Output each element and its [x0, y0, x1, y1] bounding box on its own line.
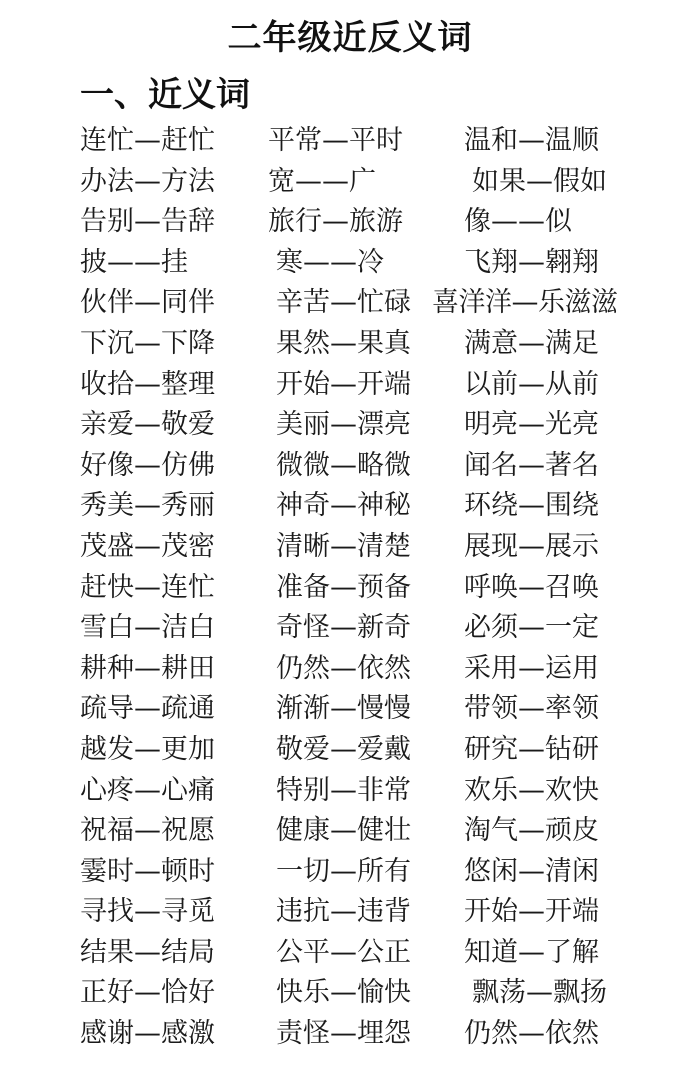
word-pair: 闻名—著名 [464, 449, 599, 481]
word-pair: 仍然—依然 [464, 1018, 599, 1050]
page-title: 二年级近反义词 [227, 18, 473, 58]
word-pair: 欢乐—欢快 [464, 774, 599, 806]
word-pair: 寻找—寻觅 [80, 896, 215, 928]
word-pair: 带领—率领 [464, 693, 599, 725]
word-pair: 如果—假如 [472, 165, 607, 197]
word-pair: 知道—了解 [464, 936, 599, 968]
word-pair: 披——挂 [80, 246, 188, 278]
word-pair: 疏导—疏通 [80, 693, 215, 725]
word-row [0, 405, 700, 446]
word-row [0, 973, 700, 1014]
word-row [0, 649, 700, 690]
word-pair: 美丽—漂亮 [276, 409, 411, 441]
word-pair: 清晰—清楚 [276, 530, 411, 562]
word-pair: 亲爱—敬爱 [80, 409, 215, 441]
word-row [0, 892, 700, 933]
word-pair: 像——似 [464, 206, 572, 238]
word-pair: 耕种—耕田 [80, 652, 215, 684]
word-row [0, 527, 700, 568]
word-pair: 环绕—围绕 [464, 490, 599, 522]
word-row [0, 608, 700, 649]
word-row [0, 811, 700, 852]
word-row [0, 283, 700, 324]
word-pair: 伙伴—同伴 [80, 287, 215, 319]
word-pair: 旅行—旅游 [268, 206, 403, 238]
word-pair: 祝福—祝愿 [80, 815, 215, 847]
word-pair: 下沉—下降 [80, 327, 215, 359]
word-pair: 展现—展示 [464, 530, 599, 562]
word-row [0, 1014, 700, 1055]
word-pair: 喜洋洋—乐滋滋 [432, 287, 618, 319]
word-pair: 告别—告辞 [80, 206, 215, 238]
word-pair: 快乐—愉快 [276, 977, 411, 1009]
word-pair: 温和—温顺 [464, 125, 599, 156]
word-row [0, 121, 700, 162]
word-pair: 越发—更加 [80, 733, 215, 765]
word-pair: 平常—平时 [268, 125, 403, 156]
word-pair: 连忙—赶忙 [80, 125, 215, 156]
word-pair: 一切—所有 [276, 855, 411, 887]
word-row [0, 689, 700, 730]
word-pair: 责怪—埋怨 [276, 1018, 411, 1050]
word-row [0, 933, 700, 974]
word-pair: 果然—果真 [276, 327, 411, 359]
word-pair: 悠闲—清闲 [464, 855, 599, 887]
word-pair: 违抗—违背 [276, 896, 411, 928]
word-pair: 明亮—光亮 [464, 409, 599, 441]
section-heading: 一、近义词 [80, 75, 250, 115]
word-pair: 必须—一定 [464, 612, 599, 644]
word-pair: 准备—预备 [276, 571, 411, 603]
word-pair: 敬爱—爱戴 [276, 733, 411, 765]
word-pair: 心疼—心痛 [80, 774, 215, 806]
word-pair: 微微—略微 [276, 449, 411, 481]
word-row [0, 202, 700, 243]
word-pair: 雪白—洁白 [80, 612, 215, 644]
word-pair: 采用—运用 [464, 652, 599, 684]
word-pair: 茂盛—茂密 [80, 530, 215, 562]
word-row [0, 446, 700, 487]
word-pair: 研究—钻研 [464, 733, 599, 765]
word-pair: 渐渐—慢慢 [276, 693, 411, 725]
word-pair: 淘气—顽皮 [464, 815, 599, 847]
word-row [0, 730, 700, 771]
word-row [0, 568, 700, 609]
word-pair: 飞翔—翱翔 [464, 246, 599, 278]
word-row [0, 771, 700, 812]
word-row [0, 486, 700, 527]
word-pair: 奇怪—新奇 [276, 612, 411, 644]
word-row [0, 243, 700, 284]
word-pair: 公平—公正 [276, 936, 411, 968]
word-pair: 霎时—顿时 [80, 855, 215, 887]
word-pair: 飘荡—飘扬 [472, 977, 607, 1009]
word-pair: 神奇—神秘 [276, 490, 411, 522]
word-pair: 赶快—连忙 [80, 571, 215, 603]
word-pair: 感谢—感激 [80, 1018, 215, 1050]
word-row [0, 324, 700, 365]
word-pair: 寒——冷 [276, 246, 384, 278]
word-pair: 以前—从前 [464, 368, 599, 400]
word-pair: 辛苦—忙碌 [276, 287, 411, 319]
word-pair: 秀美—秀丽 [80, 490, 215, 522]
word-pair: 正好—恰好 [80, 977, 215, 1009]
word-pair-table [0, 121, 700, 1055]
word-pair: 办法—方法 [80, 165, 215, 197]
word-pair: 开始—开端 [464, 896, 599, 928]
word-pair: 特别—非常 [276, 774, 411, 806]
word-pair: 满意—满足 [464, 327, 599, 359]
word-pair: 仍然—依然 [276, 652, 411, 684]
word-pair: 结果—结局 [80, 936, 215, 968]
word-row [0, 162, 700, 203]
word-row [0, 365, 700, 406]
word-pair: 健康—健壮 [276, 815, 411, 847]
word-pair: 开始—开端 [276, 368, 411, 400]
word-row [0, 852, 700, 893]
word-pair: 好像—仿佛 [80, 449, 215, 481]
word-pair: 呼唤—召唤 [464, 571, 599, 603]
word-pair: 宽——广 [268, 165, 376, 197]
word-pair: 收拾—整理 [80, 368, 215, 400]
